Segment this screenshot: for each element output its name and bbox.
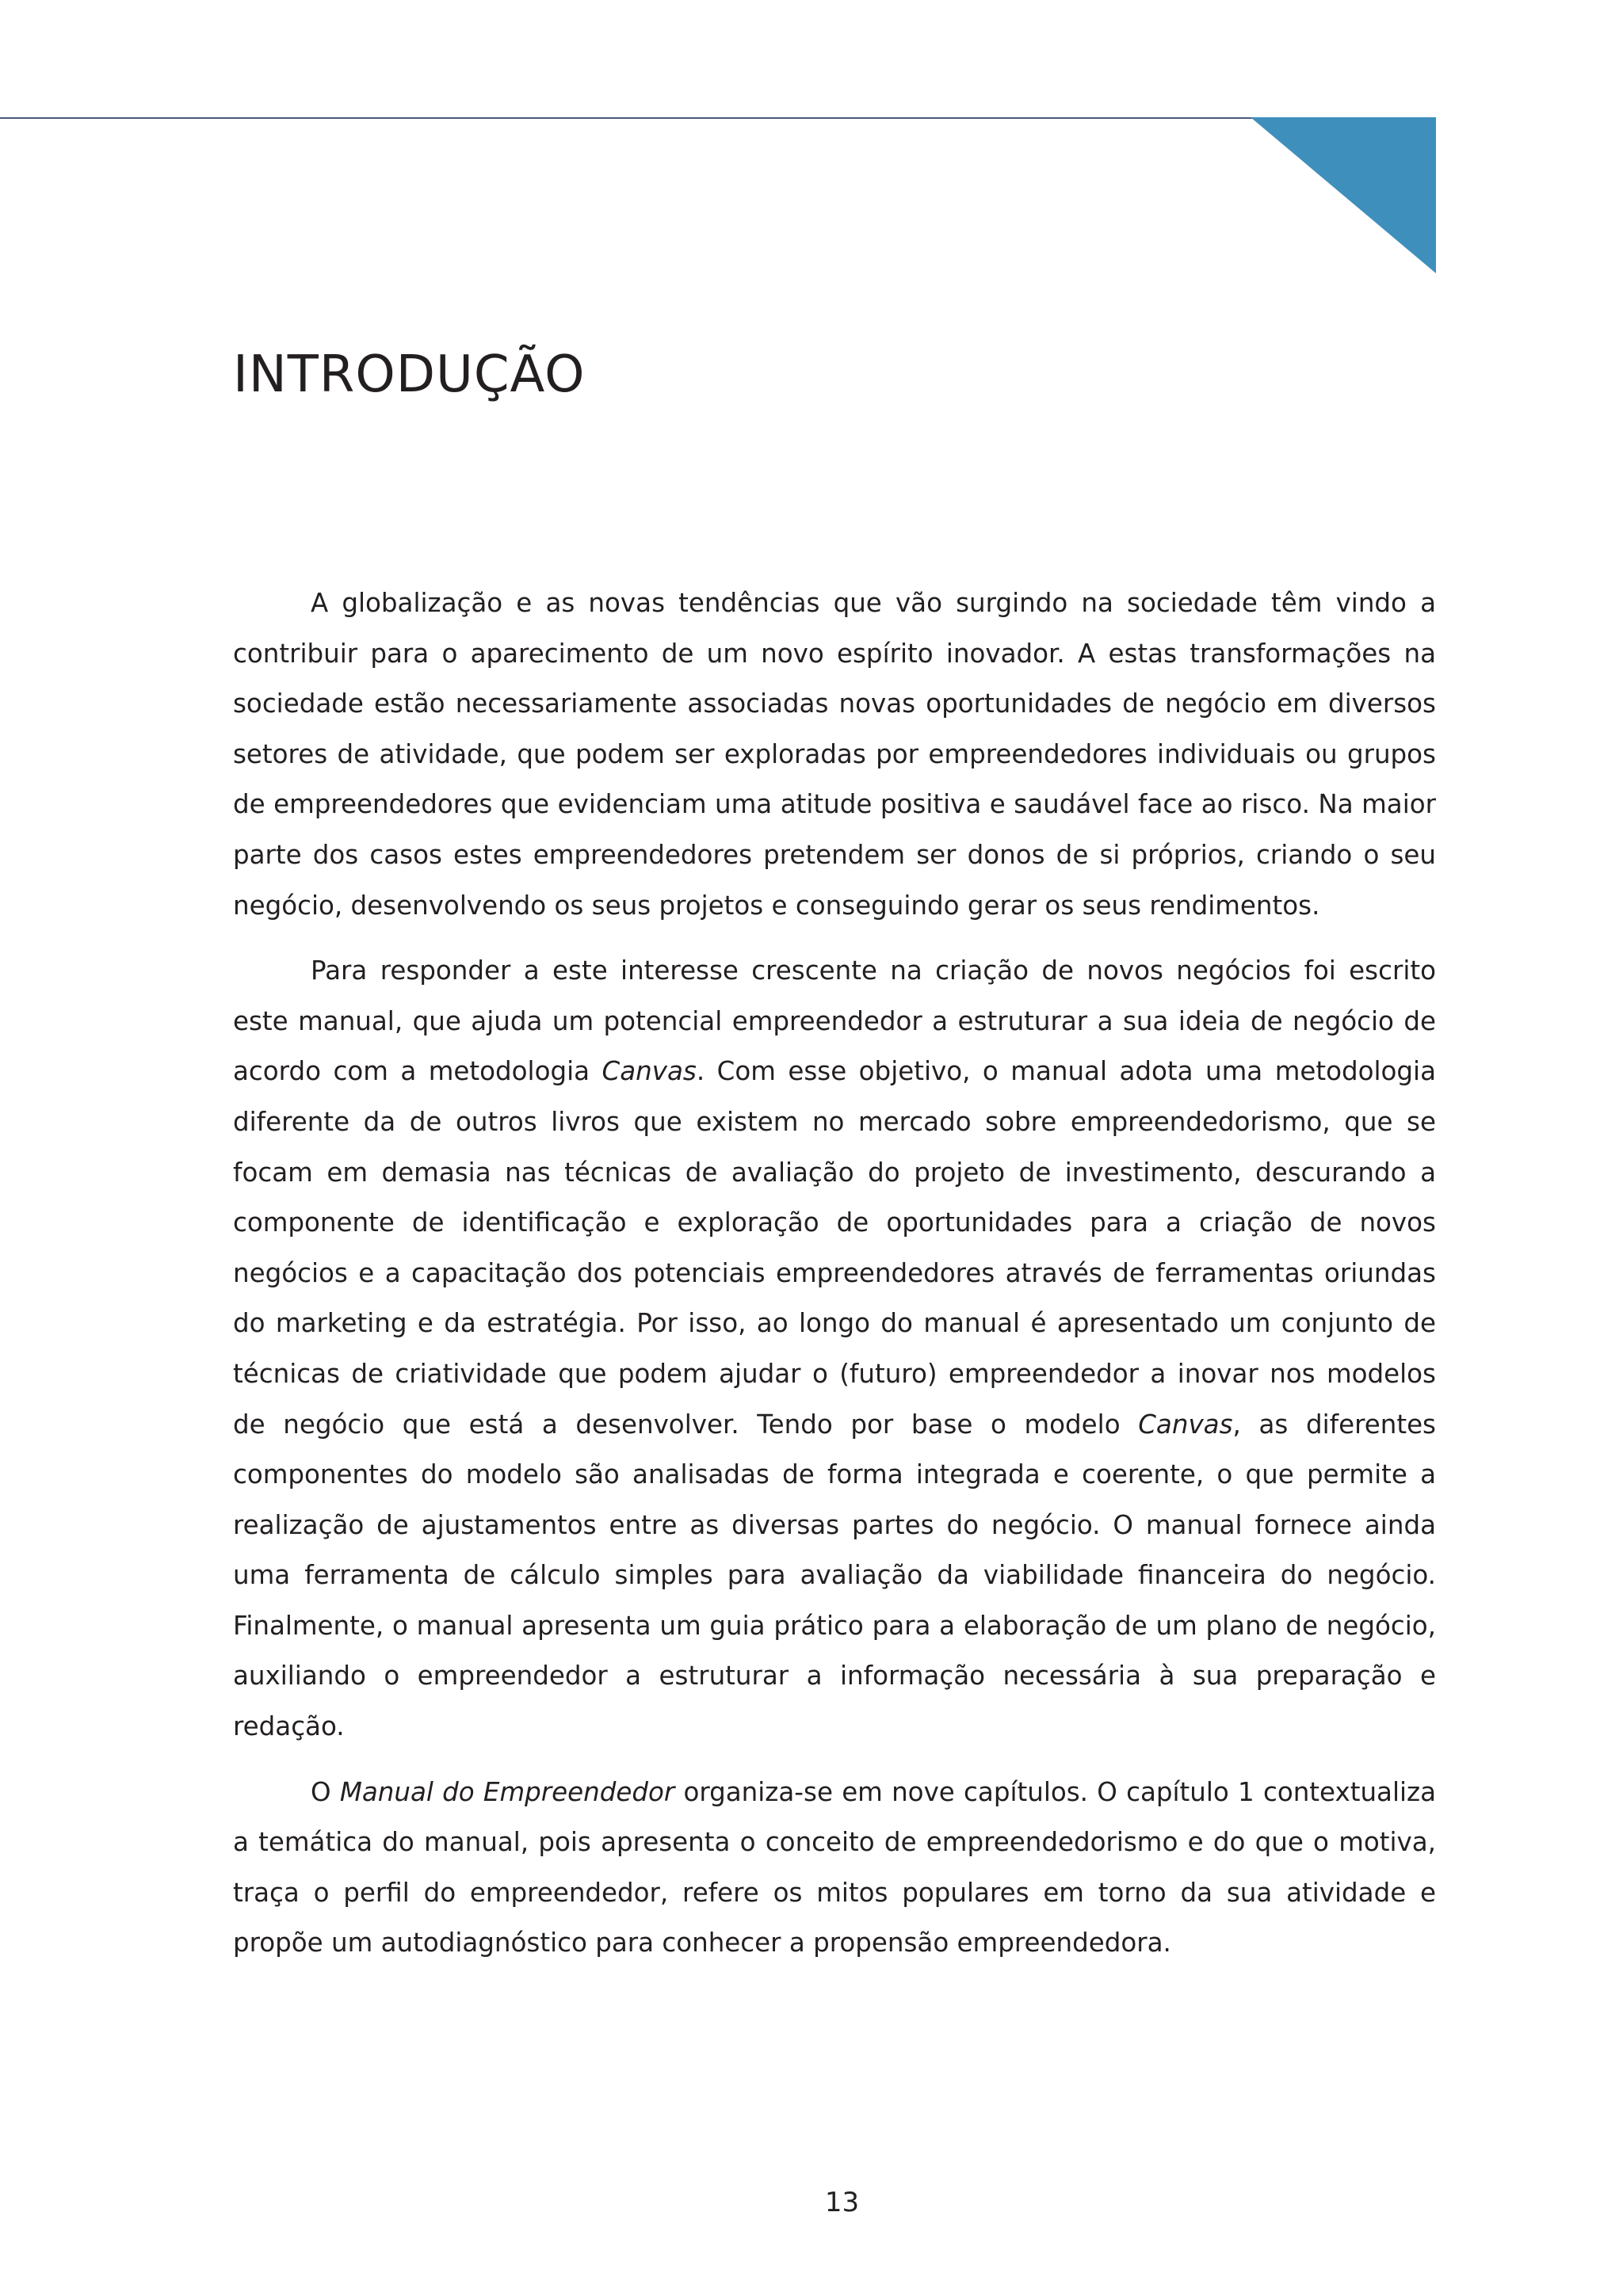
corner-accent-triangle (1251, 117, 1436, 273)
paragraph-2-text-c: , as diferentes componentes do modelo são analisadas de forma integrada e coerente, o que permite a realização de ajustamentos entre as diversas partes do negócio. O manual fornece ainda uma ferramenta de cálculo simples para avaliação da viabilidade financeira do negócio. Finalmente, o manual apresenta um guia prático para a elaboração de um plano de negócio, auxiliando o empreendedor a estruturar a informação necessária à sua preparação e redação. (233, 1409, 1436, 1742)
paragraph-3-text-a: O (311, 1776, 340, 1807)
paragraph-2-text-b: . Com esse objetivo, o manual adota uma metodologia diferente da de outros livros que existem no mercado sobre empreendedorismo, que se focam em demasia nas técnicas de avaliação do projeto de investimento, descurando a componente de identificação e exploração de oportunidades para a criação de novos negócios e a capacitação dos potenciais empreendedores através de ferramentas oriundas do marketing e da estratégia. Por isso, ao longo do manual é apresentado um conjunto de técnicas de criatividade que podem ajudar o (futuro) empreendedor a inovar nos modelos de negócio que está a desenvolver. Tendo por base o modelo (233, 1056, 1436, 1440)
book-title-term: Manual do Empreendedor (339, 1776, 675, 1807)
body-text (233, 578, 1436, 1984)
canvas-term: Canvas (601, 1056, 697, 1087)
paragraph-3 (233, 1768, 1436, 1969)
corner-accent-shape (1251, 117, 1436, 273)
paragraph-1: A globalização e as novas tendências que vão surgindo na sociedade têm vindo a contribuir para o aparecimento de um novo espírito inovador. A estas transformações na sociedade estão necessariamente associadas novas oportunidades de negócio em diversos setores de atividade, que podem ser exploradas por empreendedores individuais ou grupos de empreendedores que evidenciam uma atitude positiva e saudável face ao risco. Na maior parte dos casos estes empreendedores pretendem ser donos de si próprios, criando o seu negócio, desenvolvendo os seus projetos e conseguindo gerar os seus rendimentos. (233, 588, 1436, 921)
paragraph-2 (233, 946, 1436, 1753)
paragraph-2-text-a: Para responder a este interesse crescente na criação de novos negócios foi escrito este manual, que ajuda um potencial empreendedor a estruturar a sua ideia de negócio de acordo com a metodologia (233, 955, 1436, 1087)
page-number: 13 (824, 2187, 860, 2218)
paragraph-3-text-b: organiza-se em nove capítulos. O capítulo 1 contextualiza a temática do manual, pois apresenta o conceito de empreendedorismo e do que o motiva, traça o perfil do empreendedor, refere os mitos populares em torno da sua atividade e propõe um autodiagnóstico para conhecer a propensão empreendedora. (233, 1776, 1436, 1958)
canvas-term: Canvas (1138, 1409, 1233, 1440)
header-rule (0, 117, 1436, 119)
page-title: INTRODUÇÃO (233, 345, 586, 404)
